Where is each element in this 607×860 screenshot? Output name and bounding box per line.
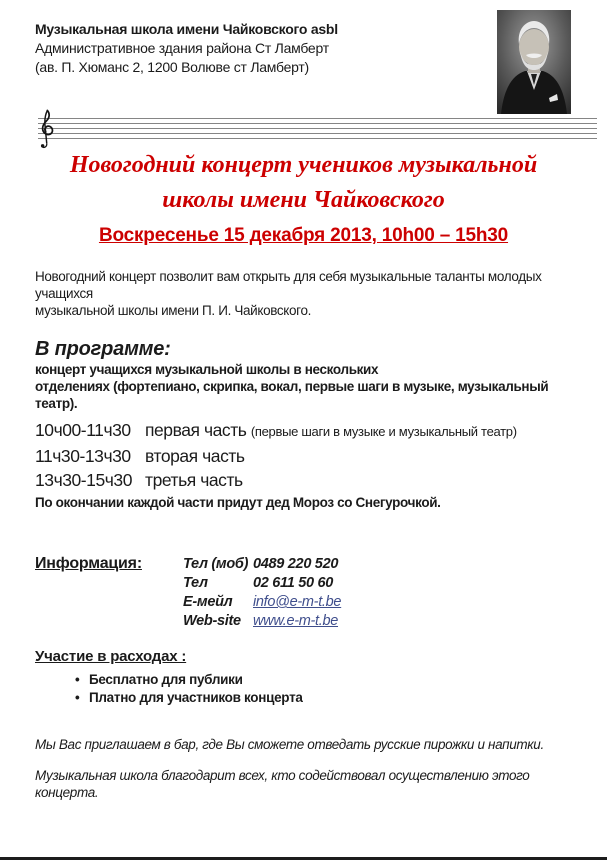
intro-paragraph: [35, 268, 572, 319]
schedule-note: (первые шаги в музыке и музыкальный театр): [250, 424, 517, 439]
website-link[interactable]: www.e-m-t.be: [253, 613, 339, 629]
participation-list: [35, 671, 572, 706]
school-address-line2: (ав. П. Хюманс 2, 1200 Волюве ст Ламберт): [35, 59, 309, 75]
page-title-line1: Новогодний концерт учеников музыкальной: [69, 152, 538, 178]
mobile-phone-number: 0489 220 520: [253, 556, 339, 572]
information-block: [35, 555, 572, 631]
intro-line2: музыкальной школы имени П. И. Чайковского.: [35, 303, 312, 318]
schedule-part: первая часть: [145, 420, 251, 440]
info-row-phone-mobile: [183, 555, 572, 574]
program-description: [35, 361, 572, 412]
page-title-line2: школы имени Чайковского: [162, 187, 445, 213]
schedule-row: [35, 468, 572, 492]
info-label: Тел (моб): [183, 556, 249, 572]
intro-line1: Новогодний концерт позволит вам открыть для себя музыкальные таланты молодых учащихся: [35, 269, 542, 301]
info-row-website: [183, 612, 572, 631]
schedule-row: [35, 444, 572, 468]
information-rows: [183, 555, 572, 631]
email-link[interactable]: info@e-m-t.be: [253, 594, 342, 610]
tchaikovsky-portrait: [497, 10, 571, 114]
music-staff: [38, 118, 597, 139]
information-heading: Информация:: [35, 555, 142, 572]
after-parts-note: По окончании каждой части придут дед Мороз со Снегурочкой.: [35, 495, 441, 510]
program-description-line2: отделениях (фортепиано, скрипка, вокал, первые шаги в музыке, музыкальный театр).: [35, 379, 549, 411]
schedule-time: 10ч00-11ч30: [35, 420, 131, 440]
program-heading: В программе:: [35, 338, 171, 360]
info-row-phone: [183, 574, 572, 593]
participation-heading: Участие в расходах :: [35, 648, 187, 665]
participation-item-paid: Платно для участников концерта: [89, 689, 303, 705]
staff-lines: [38, 118, 597, 139]
program-schedule: [35, 418, 572, 492]
schedule-part: третья часть: [145, 470, 243, 490]
school-name: Музыкальная школа имени Чайковского asbl: [35, 21, 338, 37]
page-title: [35, 148, 572, 218]
school-address-line1: Административное здания района Ст Ламберт: [35, 40, 329, 56]
list-item: [35, 671, 572, 689]
schedule-time: 13ч30-15ч30: [35, 470, 132, 490]
program-description-line1: концерт учащихся музыкальной школы в нескольких: [35, 362, 379, 377]
treble-clef-icon: [36, 109, 56, 151]
letterhead: [35, 20, 572, 77]
info-label: Web-site: [183, 613, 241, 629]
info-row-email: [183, 593, 572, 612]
event-date: Воскресенье 15 декабря 2013, 10h00 – 15h30: [98, 225, 509, 246]
list-item: [35, 689, 572, 707]
info-label: Е-мейл: [183, 594, 233, 610]
schedule-part: вторая часть: [145, 446, 245, 466]
schedule-row: [35, 418, 572, 444]
schedule-time: 11ч30-13ч30: [35, 446, 131, 466]
info-label: Тел: [183, 575, 208, 591]
thanks-note: Музыкальная школа благодарит всех, кто содействовал осуществлению этого концерта.: [35, 768, 530, 800]
participation-item-free: Бесплатно для публики: [89, 672, 243, 687]
phone-number: 02 611 50 60: [253, 575, 333, 591]
bullet-icon: •: [75, 689, 80, 705]
portrait-image: [497, 10, 571, 114]
bar-invitation-note: Мы Вас приглашаем в бар, где Вы сможете отведать русские пирожки и напитки.: [35, 737, 544, 752]
bullet-icon: •: [75, 672, 80, 687]
